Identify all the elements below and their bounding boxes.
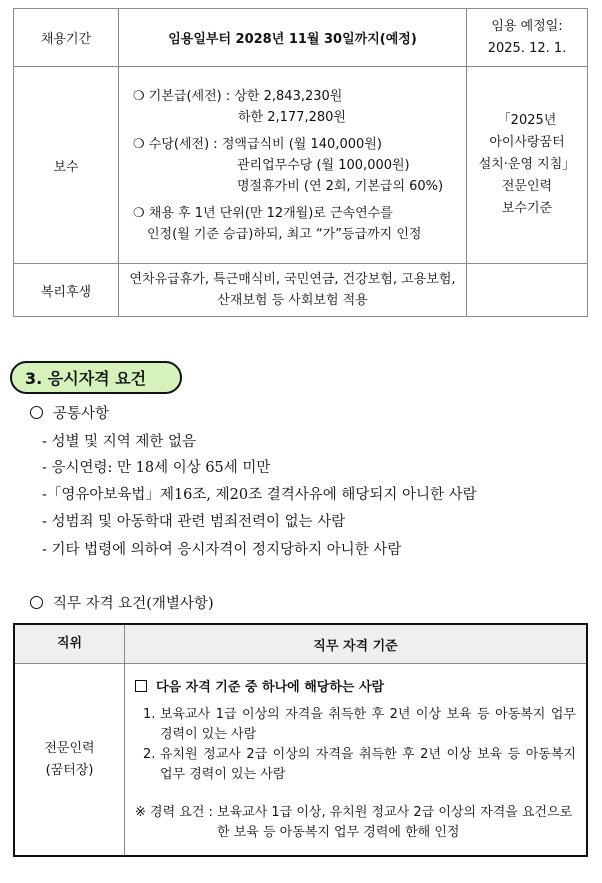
appointment-date: 2025. 12. 1.	[487, 40, 567, 56]
common-item: - 성별 및 지역 제한 없음	[42, 434, 197, 450]
common-heading: 공통사항	[30, 402, 109, 423]
table-row	[14, 664, 587, 857]
bullet-icon: ❍	[133, 205, 149, 221]
common-item: -「영유아보육법」제16조, 제20조 결격사유에 해당되지 아니한 사람	[42, 487, 477, 503]
welfare-details: 연차유급휴가, 특근매식비, 국민연금, 건강보험, 고용보험, 산재보험 등 사회보험 적용	[119, 264, 467, 317]
common-item: - 기타 법령에 의하여 응시자격이 정지당하지 아니한 사람	[42, 542, 402, 558]
period-label: 채용기간	[14, 9, 119, 67]
employment-conditions-table	[13, 8, 588, 317]
list-item: 2. 유치원 정교사 2급 이상의 자격을 취득한 후 2년 이상 보육 등 아동복지 업무 경력이 있는 사람	[143, 747, 576, 782]
period-value: 임용일부터 2028년 11월 30일까지(예정)	[119, 9, 467, 67]
duty-qualification-table	[13, 623, 588, 857]
duty-heading: 직무 자격 요건(개별사항)	[30, 592, 214, 613]
welfare-note	[467, 264, 588, 317]
criteria-cell	[125, 664, 588, 857]
pay-details	[119, 67, 467, 264]
pay-row	[14, 67, 588, 264]
period-note	[467, 9, 588, 67]
col-position-header: 직위	[14, 624, 125, 664]
common-item: - 성범죄 및 아동학대 관련 범죄전력이 없는 사람	[42, 514, 346, 530]
pay-label: 보수	[14, 67, 119, 264]
col-criteria-header: 직무 자격 기준	[125, 624, 588, 664]
list-item: 1. 보육교사 1급 이상의 자격을 취득한 후 2년 이상 보육 등 아동복지 업무 경력이 있는 사람	[143, 707, 576, 742]
circle-bullet-icon	[30, 406, 43, 419]
checkbox-square-icon	[135, 680, 147, 692]
bullet-icon: ❍	[133, 88, 149, 104]
experience-note: ※ 경력 요건 : 보육교사 1급 이상, 유치원 정교사 2급 이상의 자격을 요건으로 한 보육 등 아동복지 업무 경력에 한해 인정	[135, 805, 573, 840]
period-row	[14, 9, 588, 67]
header-row	[14, 624, 587, 664]
pay-basis: 「2025년 아이사랑꿈터 설치·운영 지침」 전문인력 보수기준	[467, 67, 588, 264]
criteria-heading: 다음 자격 기준 중 하나에 해당하는 사람	[135, 678, 576, 698]
welfare-label: 복리후생	[14, 264, 119, 317]
common-item: - 응시연령: 만 18세 이상 65세 미만	[42, 460, 271, 476]
section-title: 3. 응시자격 요건	[10, 361, 182, 394]
circle-bullet-icon	[30, 596, 43, 609]
appointment-date-label: 임용 예정일:	[491, 18, 563, 34]
position-cell: 전문인력 (꿈터장)	[14, 664, 125, 857]
base-salary: ❍ 기본급(세전) : 상한 2,843,230원 하한 2,177,280원	[133, 88, 346, 125]
welfare-row	[14, 264, 588, 317]
tenure-rule: ❍ 채용 후 1년 단위(만 12개월)로 근속연수를 인정(월 기준 승급)하되, 최고 “가”등급까지 인정	[133, 205, 422, 242]
bullet-icon: ❍	[133, 136, 149, 152]
allowances: ❍ 수당(세전) : 정액급식비 (월 140,000원) 관리업무수당 (월 100,000원) 명절휴가비 (연 2회, 기본급의 60%)	[133, 136, 444, 194]
